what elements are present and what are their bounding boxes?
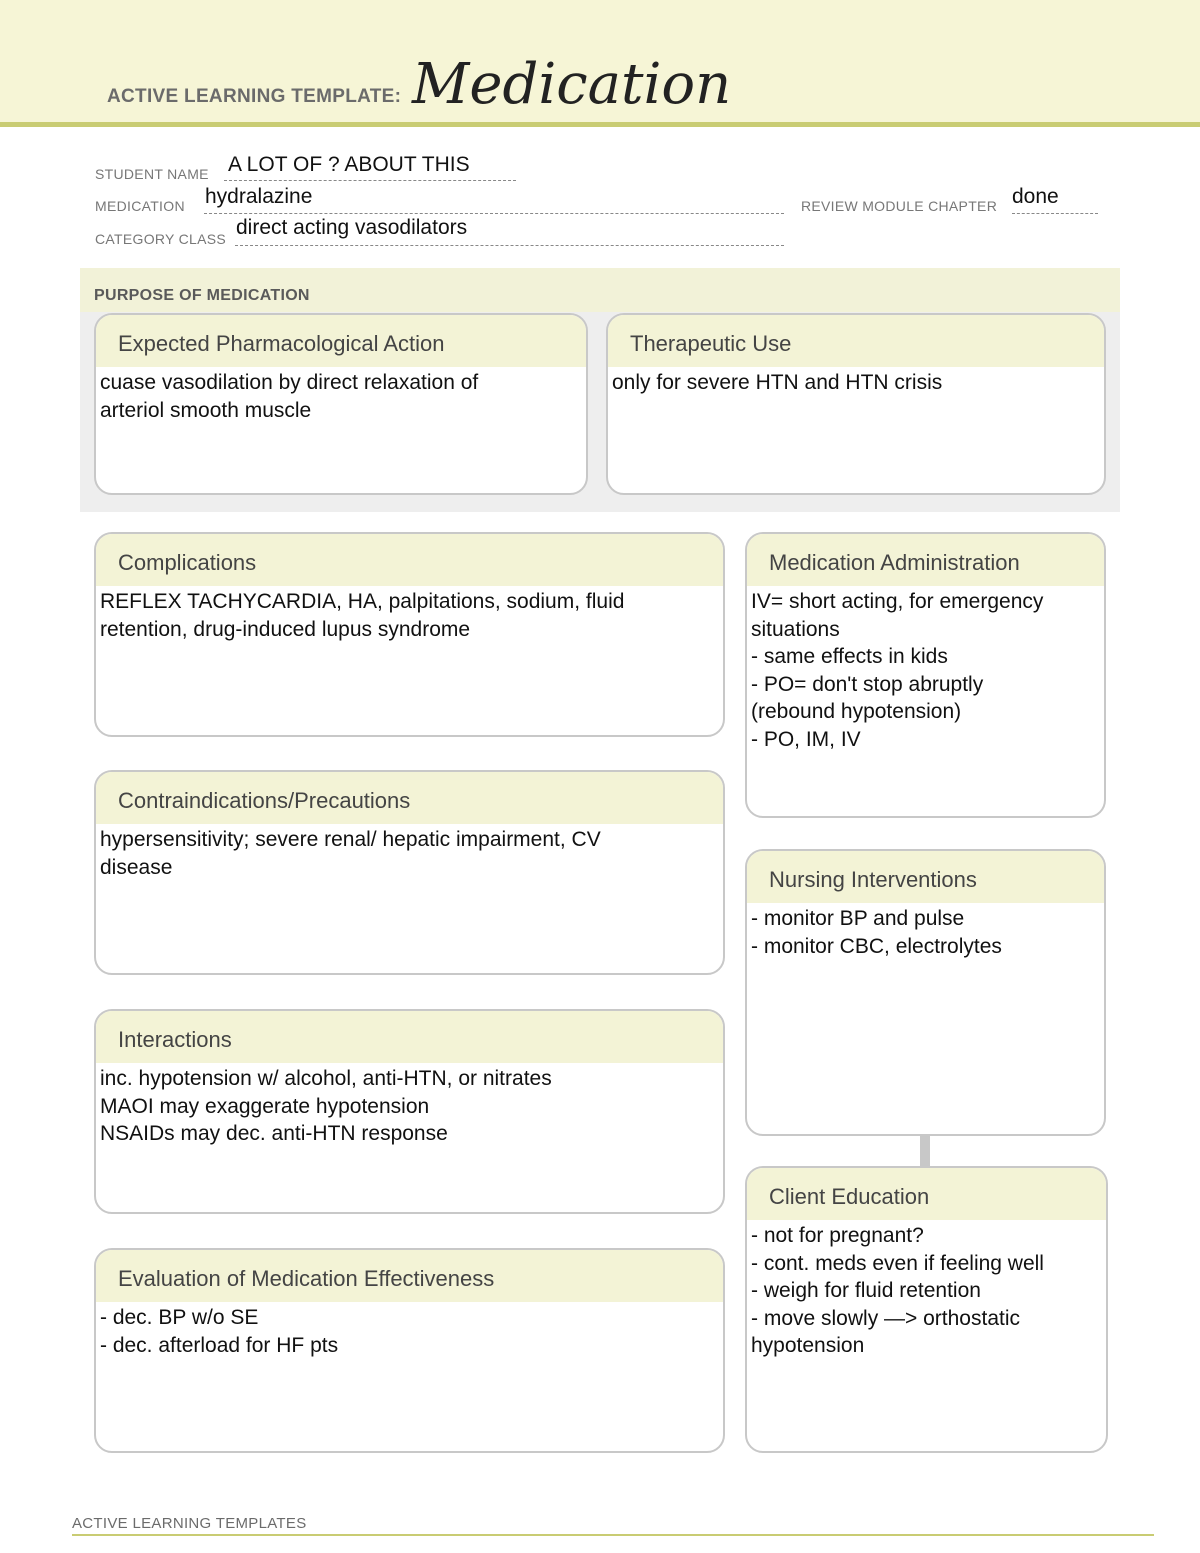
complications-card[interactable] xyxy=(94,532,725,737)
review-module-field[interactable]: done xyxy=(1012,185,1059,208)
nursing-interventions-title: Nursing Interventions xyxy=(747,851,1104,903)
header-rule xyxy=(0,122,1200,127)
nursing-interventions-text xyxy=(747,903,1104,960)
therapeutic-use-card[interactable] xyxy=(606,313,1106,495)
text-line: - monitor CBC, electrolytes xyxy=(751,934,1002,958)
text-line: - monitor BP and pulse xyxy=(751,907,965,930)
client-education-card[interactable] xyxy=(745,1166,1108,1453)
template-title: Medication xyxy=(412,52,732,117)
student-name-field[interactable]: A LOT OF ? ABOUT THIS xyxy=(228,153,470,176)
medication-field[interactable]: hydralazine xyxy=(205,185,313,208)
text-line: - same effects in kids xyxy=(751,645,948,668)
purpose-label: PURPOSE OF MEDICATION xyxy=(94,287,310,304)
therapeutic-use-text xyxy=(608,367,1104,397)
text-line: - dec. BP w/o SE xyxy=(100,1306,259,1329)
client-education-text xyxy=(747,1220,1106,1360)
text-line: only for severe HTN and HTN crisis xyxy=(612,371,943,394)
text-line: arteriol smooth muscle xyxy=(100,398,312,422)
expected-action-title: Expected Pharmacological Action xyxy=(96,315,586,367)
category-class-field[interactable]: direct acting vasodilators xyxy=(236,216,468,239)
interactions-card[interactable] xyxy=(94,1009,725,1214)
contraindications-text xyxy=(96,824,723,881)
medication-underline xyxy=(204,213,784,214)
administration-text xyxy=(747,586,1104,753)
nursing-interventions-card[interactable] xyxy=(745,849,1106,1136)
student-name-underline xyxy=(224,180,516,181)
review-module-underline xyxy=(1012,213,1098,214)
text-line: - move slowly —> orthostatic xyxy=(751,1306,1021,1330)
evaluation-title: Evaluation of Medication Effectiveness xyxy=(96,1250,723,1302)
text-line: MAOI may exaggerate hypotension xyxy=(100,1094,430,1118)
text-line: disease xyxy=(100,855,173,879)
therapeutic-use-title: Therapeutic Use xyxy=(608,315,1104,367)
medication-label: MEDICATION xyxy=(95,198,185,214)
text-line: IV= short acting, for emergency xyxy=(751,590,1044,613)
category-class-underline xyxy=(235,245,784,246)
footer-rule xyxy=(72,1534,1154,1536)
text-line: - weigh for fluid retention xyxy=(751,1279,981,1302)
interactions-text xyxy=(96,1063,723,1148)
student-name-label: STUDENT NAME xyxy=(95,166,209,182)
text-line: NSAIDs may dec. anti-HTN response xyxy=(100,1122,448,1145)
interactions-title: Interactions xyxy=(96,1011,723,1063)
complications-text xyxy=(96,586,723,643)
category-class-label: CATEGORY CLASS xyxy=(95,231,227,247)
text-line: inc. hypotension w/ alcohol, anti-HTN, or nitrates xyxy=(100,1067,552,1090)
text-line: situations xyxy=(751,617,840,641)
expected-action-text xyxy=(96,367,586,424)
expected-action-card[interactable] xyxy=(94,313,588,495)
text-line: REFLEX TACHYCARDIA, HA, palpitations, sodium, fluid xyxy=(100,590,625,613)
text-line: (rebound hypotension) xyxy=(751,700,962,723)
administration-card[interactable] xyxy=(745,532,1106,818)
text-line: hypersensitivity; severe renal/ hepatic impairment, CV xyxy=(100,828,601,851)
complications-title: Complications xyxy=(96,534,723,586)
text-line: - dec. afterload for HF pts xyxy=(100,1333,339,1357)
evaluation-text xyxy=(96,1302,723,1359)
review-module-label: REVIEW MODULE CHAPTER xyxy=(801,198,998,214)
template-label: ACTIVE LEARNING TEMPLATE: xyxy=(107,86,402,107)
contraindications-title: Contraindications/Precautions xyxy=(96,772,723,824)
administration-title: Medication Administration xyxy=(747,534,1104,586)
text-line: - PO= don't stop abruptly xyxy=(751,672,984,696)
text-line: hypotension xyxy=(751,1334,865,1357)
text-line: retention, drug-induced lupus syndrome xyxy=(100,617,471,641)
footer-label: ACTIVE LEARNING TEMPLATES xyxy=(72,1515,307,1532)
text-line: - PO, IM, IV xyxy=(751,727,861,751)
card-connector xyxy=(920,1134,930,1168)
client-education-title: Client Education xyxy=(747,1168,1106,1220)
text-line: cuase vasodilation by direct relaxation of xyxy=(100,371,479,394)
evaluation-card[interactable] xyxy=(94,1248,725,1453)
text-line: - cont. meds even if feeling well xyxy=(751,1251,1044,1275)
contraindications-card[interactable] xyxy=(94,770,725,975)
text-line: - not for pregnant? xyxy=(751,1224,924,1247)
